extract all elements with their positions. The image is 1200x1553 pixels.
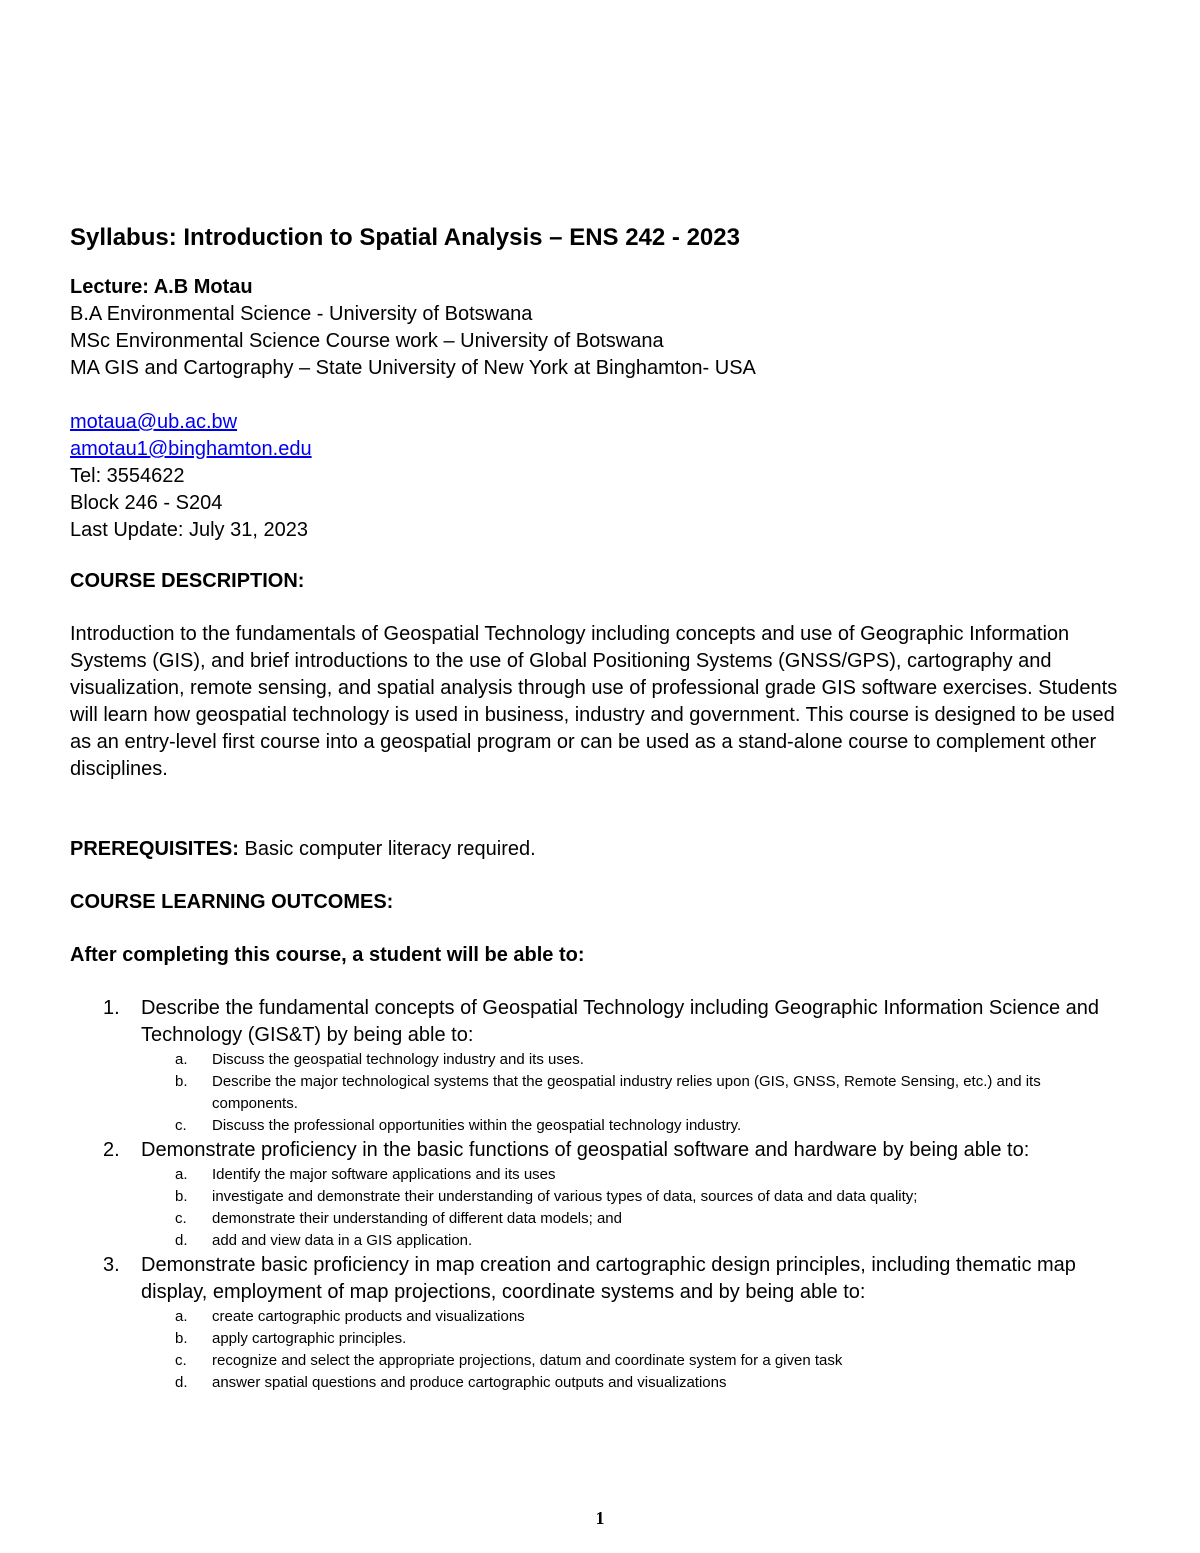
lecturer-name: Lecture: A.B Motau [70, 276, 253, 298]
sub-item [141, 1230, 1112, 1252]
sub-text: Describe the major technological systems that the geospatial industry relies upon (GIS, GNSS, Remote Sensing, etc.) and its components. [212, 1073, 1041, 1112]
degree-ba: B.A Environmental Science - University of Botswana [70, 303, 533, 325]
sub-letter: d. [175, 1232, 188, 1249]
sub-text: Identify the major software applications and its uses [212, 1166, 556, 1183]
prerequisites [70, 836, 1130, 863]
sub-letter: c. [175, 1352, 187, 1369]
email-link-ub[interactable]: motaua@ub.ac.bw [70, 411, 238, 433]
course-description-heading: COURSE DESCRIPTION: [70, 570, 305, 592]
outcome-number: 2. [103, 1139, 120, 1161]
sub-item [141, 1049, 1112, 1071]
sub-letter: a. [175, 1308, 188, 1325]
page-number: 1 [595, 1508, 605, 1528]
sub-letter: b. [175, 1330, 188, 1347]
sub-item [141, 1186, 1112, 1208]
learning-outcomes-intro: After completing this course, a student will be able to: [70, 944, 585, 966]
sub-item [141, 1208, 1112, 1230]
prerequisites-label: PREREQUISITES: [70, 838, 239, 860]
outcome-text: Demonstrate proficiency in the basic functions of geospatial software and hardware by being able to: [141, 1139, 1030, 1161]
outcome-text: Demonstrate basic proficiency in map creation and cartographic design principles, including thematic map display, employment of map projections, coordinate systems and by being able to: [141, 1254, 1076, 1303]
sub-item [141, 1306, 1112, 1328]
sub-item [141, 1328, 1112, 1350]
sub-letter: a. [175, 1166, 188, 1183]
sub-text: apply cartographic principles. [212, 1330, 407, 1347]
course-description-text: Introduction to the fundamentals of Geospatial Technology including concepts and use of Geographic Information Systems (GIS), and brief introductions to the use of Global Positioning Systems (GNSS/GPS), cartography and visualization, remote sensing, and spatial analysis through use of professional grade GIS software exercises. Students will learn how geospatial technology is used in business, industry and government. This course is designed to be used as an entry-level first course into a geospatial program or can be used as a stand-alone course to complement other disciplines. [70, 623, 1118, 780]
outcome-number: 3. [103, 1254, 120, 1276]
degree-msc: MSc Environmental Science Course work – University of Botswana [70, 330, 664, 352]
sub-letter: b. [175, 1188, 188, 1205]
degree-ma: MA GIS and Cartography – State University of New York at Binghamton- USA [70, 357, 756, 379]
outcomes-list [70, 995, 1130, 1394]
sub-letter: b. [175, 1073, 188, 1090]
sub-text: create cartographic products and visualizations [212, 1308, 525, 1325]
sub-text: answer spatial questions and produce cartographic outputs and visualizations [212, 1374, 727, 1391]
sub-text: add and view data in a GIS application. [212, 1232, 473, 1249]
sub-text: investigate and demonstrate their understanding of various types of data, sources of data and data quality; [212, 1188, 918, 1205]
learning-outcomes-heading: COURSE LEARNING OUTCOMES: [70, 891, 394, 913]
outcome-item [70, 995, 1130, 1137]
sub-item [141, 1115, 1112, 1137]
email-link-binghamton[interactable]: amotau1@binghamton.edu [70, 438, 312, 460]
outcome-text: Describe the fundamental concepts of Geospatial Technology including Geographic Information Science and Technology (GIS&T) by being able to: [141, 997, 1099, 1046]
telephone: Tel: 3554622 [70, 465, 185, 487]
sub-text: Discuss the professional opportunities within the geospatial technology industry. [212, 1117, 742, 1134]
sub-letter: c. [175, 1210, 187, 1227]
sub-text: recognize and select the appropriate projections, datum and coordinate system for a given task [212, 1352, 843, 1369]
syllabus-page [70, 222, 1130, 1394]
sub-item [141, 1372, 1112, 1394]
prerequisites-text: Basic computer literacy required. [238, 838, 536, 860]
document-title: Syllabus: Introduction to Spatial Analysis – ENS 242 - 2023 [70, 224, 740, 251]
outcome-sublist [141, 1306, 1130, 1394]
outcome-item [70, 1252, 1130, 1394]
sub-text: Discuss the geospatial technology industry and its uses. [212, 1051, 584, 1068]
office-location: Block 246 - S204 [70, 492, 223, 514]
outcome-item [70, 1137, 1130, 1252]
sub-text: demonstrate their understanding of different data models; and [212, 1210, 622, 1227]
outcome-sublist [141, 1164, 1130, 1252]
sub-letter: d. [175, 1374, 188, 1391]
outcome-sublist [141, 1049, 1130, 1137]
last-update: Last Update: July 31, 2023 [70, 519, 308, 541]
sub-letter: c. [175, 1117, 187, 1134]
sub-letter: a. [175, 1051, 188, 1068]
outcome-number: 1. [103, 997, 120, 1019]
sub-item [141, 1164, 1112, 1186]
sub-item [141, 1071, 1112, 1115]
sub-item [141, 1350, 1112, 1372]
